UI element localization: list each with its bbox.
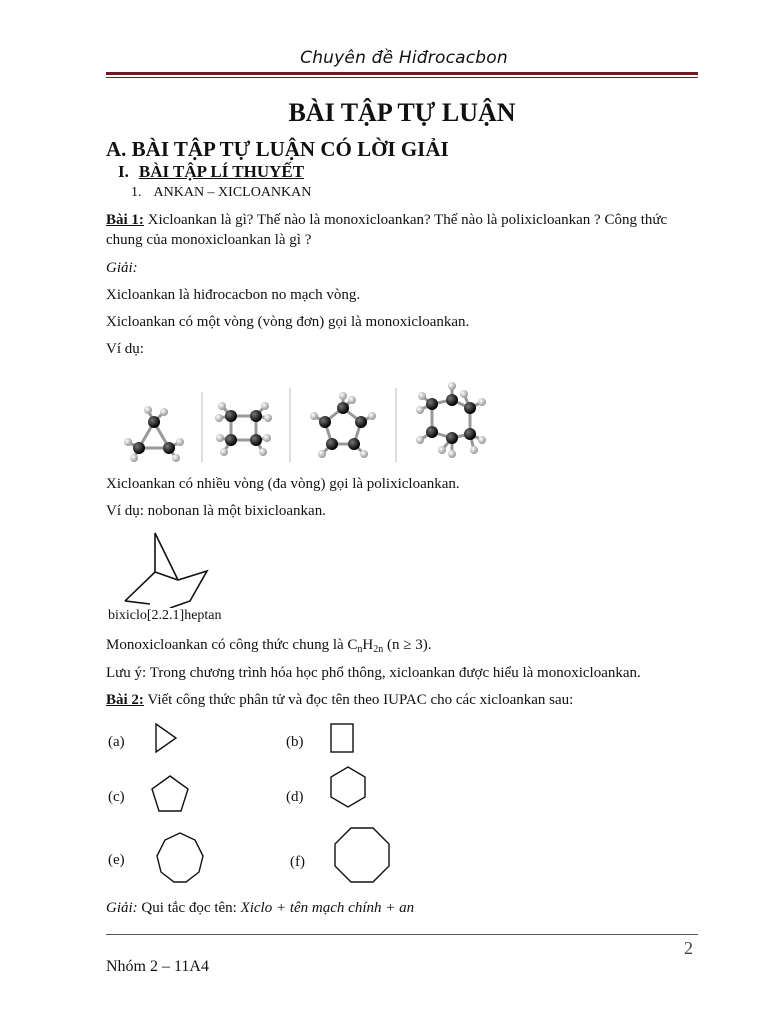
section-1-title: ANKAN – XICLOANKAN	[153, 185, 312, 200]
cycloalkane-shapes	[150, 720, 410, 890]
bai1-line1: Xicloankan là hiđrocacbon no mạch vòng.	[106, 287, 361, 303]
section-1-heading	[131, 185, 311, 201]
formula-pre: Monoxicloankan có công thức chung là C	[106, 637, 358, 653]
formula-sub-n: n	[357, 644, 363, 655]
bai1-label: Bài 1:	[106, 212, 144, 228]
bai2-question	[106, 690, 700, 710]
bai1-vidu1: Ví dụ:	[106, 341, 144, 357]
page-number: 2	[684, 938, 693, 958]
cyclobutane-model	[215, 402, 272, 456]
section-1-number: 1.	[131, 185, 142, 200]
cyclopentane-model	[310, 392, 376, 458]
norbornane-structure	[110, 528, 220, 608]
bai2-rule-formula: Xiclo + tên mạch chính + an	[240, 900, 415, 916]
footer-group: Nhóm 2 – 11A4	[106, 958, 209, 975]
bai1-formula	[106, 635, 700, 660]
item-a-label: (a)	[108, 734, 125, 750]
section-i-heading	[118, 162, 304, 182]
item-c-label: (c)	[108, 789, 125, 805]
header-rule	[106, 72, 698, 75]
formula-h: H	[362, 637, 374, 653]
bai2-rule-text: Qui tắc đọc tên:	[141, 900, 237, 916]
cyclohexane-model	[416, 382, 486, 458]
bai1-question	[106, 210, 700, 250]
bai1-vidu2: Ví dụ: nobonan là một bixicloankan.	[106, 503, 326, 519]
item-b-label: (b)	[286, 734, 304, 750]
bai1-line2: Xicloankan có một vòng (vòng đơn) gọi là monoxicloankan.	[106, 314, 470, 330]
formula-post: (n ≥ 3).	[383, 637, 432, 653]
section-a-heading: A. BÀI TẬP TỰ LUẬN CÓ LỜI GIẢI	[106, 137, 449, 161]
page-title: BÀI TẬP TỰ LUẬN	[288, 98, 516, 127]
item-f-label: (f)	[290, 854, 305, 870]
bai2-label: Bài 2:	[106, 692, 144, 708]
section-i-number: I.	[118, 162, 129, 181]
bai2-question-text: Viết công thức phân tử và đọc tên theo IUPAC cho các xicloankan sau:	[147, 692, 574, 708]
formula-sub-2n: 2n	[373, 644, 384, 655]
cycloalkane-models	[106, 374, 506, 466]
bai2-giai: Giải:	[106, 900, 138, 916]
hexagon-shape	[331, 767, 365, 807]
section-i-title: BÀI TẬP LÍ THUYẾT	[138, 162, 305, 181]
pentagon-shape	[152, 776, 188, 811]
footer-rule	[106, 934, 698, 935]
bai1-giai: Giải:	[106, 260, 138, 276]
header-rule-thin	[106, 77, 698, 78]
bicyclo-label: bixiclo[2.2.1]heptan	[108, 608, 222, 623]
item-e-label: (e)	[108, 852, 125, 868]
octagon-shape	[335, 828, 389, 882]
cyclopropane-model	[124, 406, 184, 462]
header-title: Chuyên đề Hiđrocacbon	[300, 48, 508, 68]
triangle-shape	[156, 724, 176, 752]
bai1-question-text: Xicloankan là gì? Thế nào là monoxicloankan? Thế nào là polixicloankan ? Công thức chung của monoxicloankan là gì ?	[106, 212, 668, 248]
bai1-line3: Xicloankan có nhiều vòng (đa vòng) gọi là polixicloankan.	[106, 476, 460, 492]
item-d-label: (d)	[286, 789, 304, 805]
heptagon-shape	[157, 833, 203, 882]
square-shape	[331, 724, 353, 752]
bai2-giai-line	[106, 898, 700, 918]
bai1-note: Lưu ý: Trong chương trình hóa học phổ thông, xicloankan được hiểu là monoxicloankan.	[106, 665, 641, 681]
